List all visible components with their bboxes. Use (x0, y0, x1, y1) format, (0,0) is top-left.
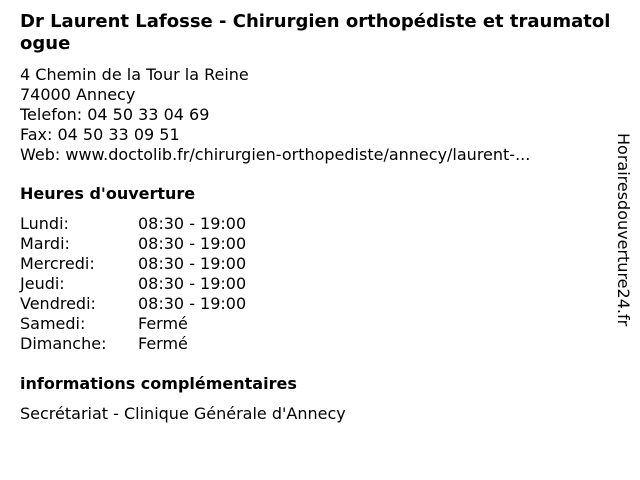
phone-number[interactable]: Telefon: 04 50 33 04 69 (20, 105, 210, 124)
fax-number: Fax: 04 50 33 09 51 (20, 125, 180, 144)
info-heading: informations complémentaires (20, 374, 297, 393)
day-label: Samedi: (20, 314, 86, 333)
time-value: 08:30 - 19:00 (138, 254, 247, 273)
time-value: Fermé (138, 334, 188, 353)
site-watermark: Horairesdouverture24.fr (614, 133, 633, 327)
time-value: 08:30 - 19:00 (138, 274, 247, 293)
hours-row-lundi (20, 214, 246, 234)
day-label: Mardi: (20, 234, 70, 253)
time-value: Fermé (138, 314, 188, 333)
hours-row-samedi (20, 314, 246, 334)
hours-row-mercredi (20, 254, 246, 274)
time-value: 08:30 - 19:00 (138, 214, 247, 233)
page-title: Dr Laurent Lafosse - Chirurgien orthopédiste et traumatologue (20, 11, 611, 54)
hours-row-jeudi (20, 274, 246, 294)
day-label: Dimanche: (20, 334, 107, 353)
hours-table (20, 214, 246, 354)
hours-row-vendredi (20, 294, 246, 314)
day-label: Lundi: (20, 214, 69, 233)
day-label: Vendredi: (20, 294, 96, 313)
info-text: Secrétariat - Clinique Générale d'Annecy (20, 404, 346, 423)
day-label: Mercredi: (20, 254, 95, 273)
hours-heading: Heures d'ouverture (20, 184, 196, 203)
website-link[interactable]: Web: www.doctolib.fr/chirurgien-orthopediste/annecy/laurent-... (20, 145, 531, 164)
address-street: 4 Chemin de la Tour la Reine (20, 65, 249, 84)
time-value: 08:30 - 19:00 (138, 294, 247, 313)
time-value: 08:30 - 19:00 (138, 234, 247, 253)
address-block (20, 65, 610, 165)
hours-row-dimanche (20, 334, 246, 354)
hours-row-mardi (20, 234, 246, 254)
day-label: Jeudi: (20, 274, 65, 293)
address-city: 74000 Annecy (20, 85, 136, 104)
